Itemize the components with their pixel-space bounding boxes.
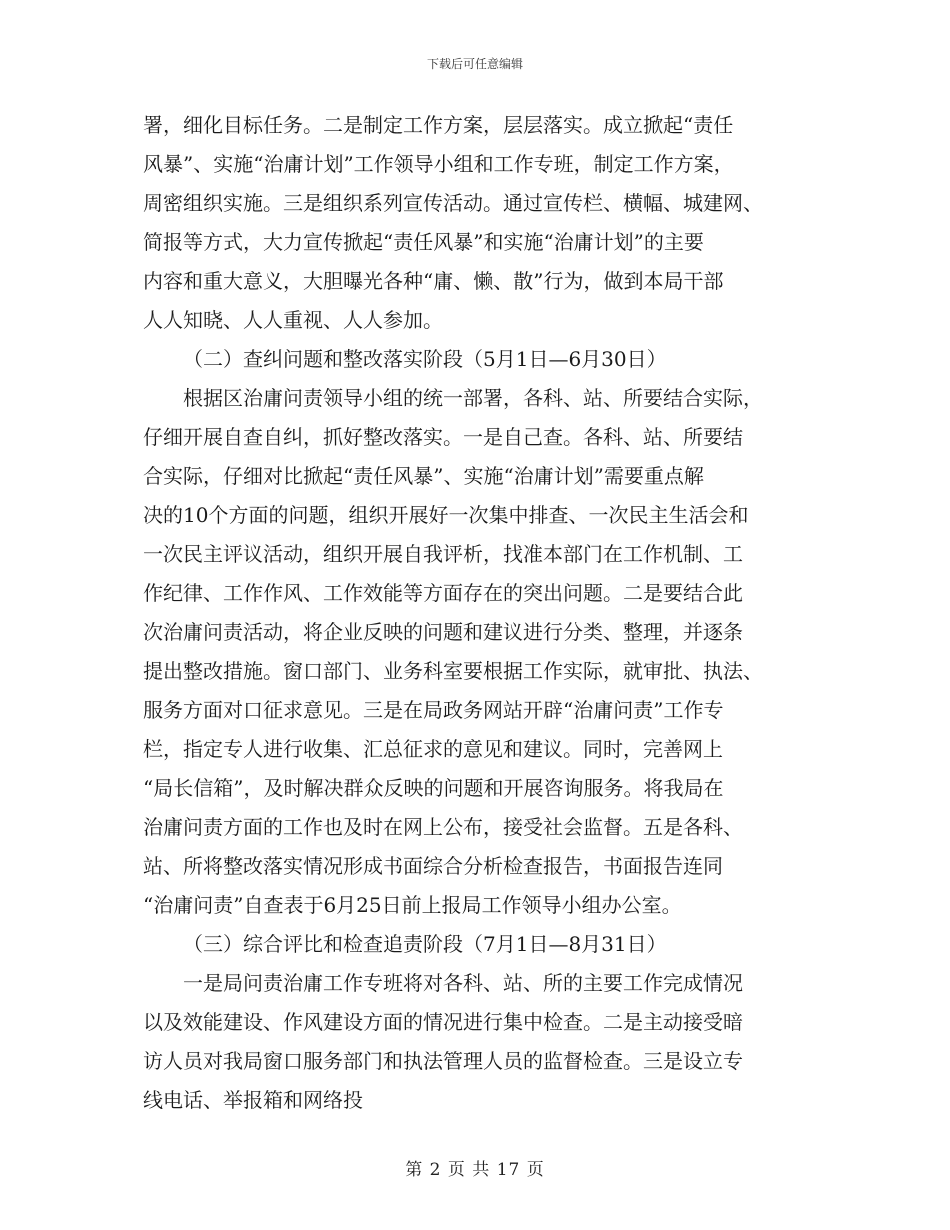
text-line: 根据区治庸问责领导小组的统一部署，各科、站、所要结合实际， (183, 386, 763, 410)
text-line: 一是局问责治庸工作专班将对各科、站、所的主要工作完成情况 (183, 971, 743, 995)
text-line: 栏，指定专人进行收集、汇总征求的意见和建议。同时，完善网上 (143, 737, 723, 761)
page-number-footer: 第 2 页 共 17 页 (405, 1160, 545, 1180)
text-line: 仔细开展自查自纠，抓好整改落实。一是自己查。各科、站、所要结 (143, 425, 743, 449)
text-line: 次治庸问责活动，将企业反映的问题和建议进行分类、整理，并逐条 (143, 620, 743, 644)
text-line: 简报等方式，大力宣传掀起“责任风暴”和实施“治庸计划”的主要 (143, 230, 704, 254)
text-line: “治庸问责”自查表于6月25日前上报局工作领导小组办公室。 (143, 893, 682, 917)
text-line: 治庸问责方面的工作也及时在网上公布，接受社会监督。五是各科、 (143, 815, 743, 839)
text-line: 署，细化目标任务。二是制定工作方案，层层落实。成立掀起“责任 (143, 113, 734, 137)
text-line: 站、所将整改落实情况形成书面综合分析检查报告，书面报告连同 (143, 854, 723, 878)
text-line: 以及效能建设、作风建设方面的情况进行集中检查。二是主动接受暗 (143, 1010, 743, 1034)
text-line: 线电话、举报箱和网络投 (143, 1088, 363, 1112)
text-line: 决的10个方面的问题，组织开展好一次集中排查、一次民主生活会和 (143, 503, 749, 527)
text-line: 作纪律、工作作风、工作效能等方面存在的突出问题。二是要结合此 (143, 581, 743, 605)
page-header-note: 下载后可任意编辑 (426, 57, 523, 71)
text-line: 访人员对我局窗口服务部门和执法管理人员的监督检查。三是设立专 (143, 1049, 743, 1073)
document-body (143, 106, 813, 1120)
text-line: （二）查纠问题和整改落实阶段（5月1日—6月30日） (183, 347, 667, 371)
text-line: 服务方面对口征求意见。三是在局政务网站开辟“治庸问责”工作专 (143, 698, 724, 722)
text-line: （三）综合评比和检查追责阶段（7月1日—8月31日） (183, 932, 667, 956)
text-line: 一次民主评议活动，组织开展自我评析，找准本部门在工作机制、工 (143, 542, 743, 566)
text-line: 风暴”、实施“治庸计划”工作领导小组和工作专班，制定工作方案， (143, 152, 734, 176)
text-line: “局长信箱”，及时解决群众反映的问题和开展咨询服务。将我局在 (143, 776, 724, 800)
text-line: 周密组织实施。三是组织系列宣传活动。通过宣传栏、横幅、城建网、 (143, 191, 763, 215)
text-line: 人人知晓、人人重视、人人参加。 (143, 308, 443, 332)
text-line: 合实际，仔细对比掀起“责任风暴”、实施“治庸计划”需要重点解 (143, 464, 704, 488)
text-line: 提出整改措施。窗口部门、业务科室要根据工作实际，就审批、执法、 (143, 659, 763, 683)
text-line: 内容和重大意义，大胆曝光各种“庸、懒、散”行为，做到本局干部 (143, 269, 724, 293)
